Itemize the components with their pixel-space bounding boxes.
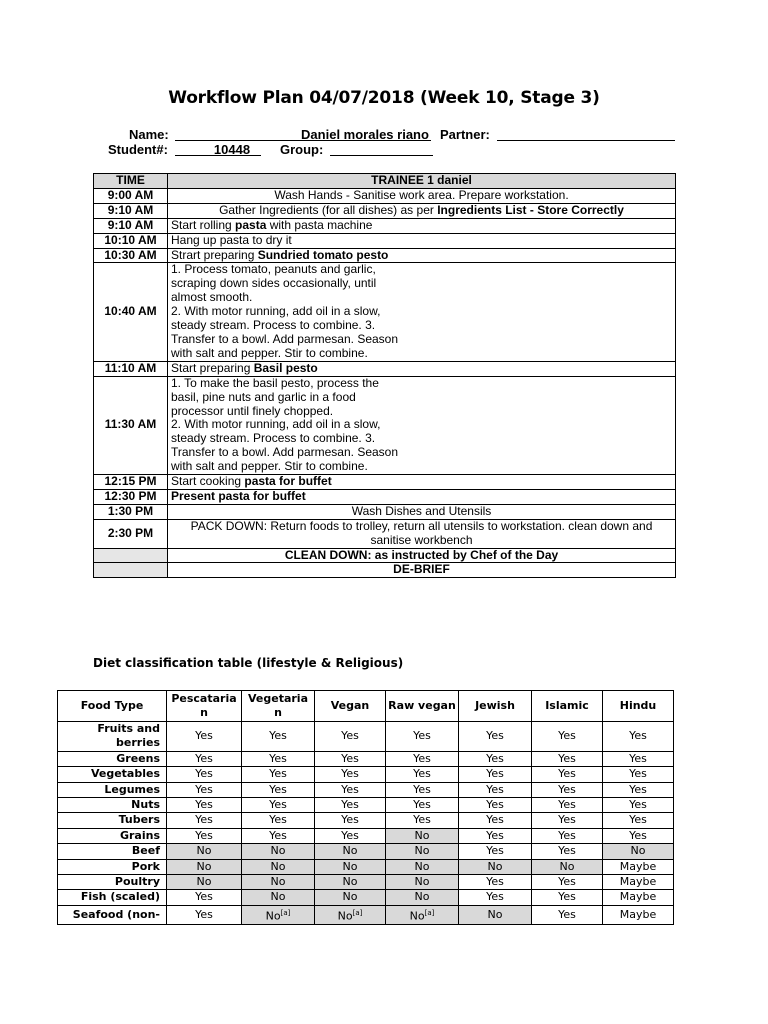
diet-value-cell: No	[386, 844, 459, 859]
diet-row	[58, 844, 674, 859]
diet-value-cell: Yes	[242, 767, 315, 782]
diet-value-cell: No	[459, 859, 532, 874]
diet-column-header: Food Type	[58, 691, 167, 722]
diet-value-cell: Maybe	[603, 859, 674, 874]
diet-column-header: Islamic	[532, 691, 603, 722]
diet-value-cell: Yes	[532, 828, 603, 843]
task-bold-text: DE-BRIEF	[393, 562, 450, 577]
workflow-table	[93, 173, 676, 578]
diet-value-cell: Yes	[603, 767, 674, 782]
diet-value-cell: No	[315, 875, 386, 890]
diet-value-cell: Yes	[315, 767, 386, 782]
food-type-cell: Grains	[58, 828, 167, 843]
diet-row	[58, 782, 674, 797]
workflow-row	[94, 218, 676, 233]
partner-line	[497, 140, 675, 141]
task-cell	[168, 563, 676, 578]
page-title: Workflow Plan 04/07/2018 (Week 10, Stage 3)	[168, 88, 600, 108]
workflow-row	[94, 475, 676, 490]
workflow-row	[94, 548, 676, 563]
diet-value-cell: Yes	[603, 828, 674, 843]
trainee-header: TRAINEE 1 daniel	[168, 174, 676, 189]
diet-value-cell: Yes	[167, 782, 242, 797]
diet-classification-table	[57, 690, 674, 925]
diet-value-cell: Yes	[459, 767, 532, 782]
diet-value-cell: Yes	[167, 798, 242, 813]
student-label: Student#:	[108, 142, 168, 157]
task-text: Wash Hands - Sanitise work area. Prepare workstation.	[274, 187, 569, 202]
time-header: TIME	[94, 174, 168, 189]
diet-value-cell: Yes	[386, 751, 459, 766]
diet-value-cell: Yes	[603, 798, 674, 813]
diet-column-header: Vegan	[315, 691, 386, 722]
diet-value-cell: Yes	[532, 767, 603, 782]
diet-value-cell: Yes	[532, 782, 603, 797]
diet-value-cell: Yes	[459, 813, 532, 828]
task-cell	[168, 489, 676, 504]
diet-value-cell: Yes	[459, 722, 532, 752]
time-cell: 9:10 AM	[94, 218, 168, 233]
name-label: Name:	[129, 127, 169, 142]
diet-value-cell: Yes	[242, 751, 315, 766]
time-cell: 1:30 PM	[94, 504, 168, 519]
task-bold-text: Present pasta for buffet	[171, 488, 306, 503]
task-text: 1. To make the basil pesto, process the basil, pine nuts and garlic in a food processor until finely chopped. 2. With motor running, add oil in a slow, steady stream. Process to combine. 3. Transfer to a bowl. Add parmesan. Season with salt and pepper. Stir to combine.	[171, 375, 399, 474]
time-cell	[94, 548, 168, 563]
diet-value-cell: Yes	[242, 782, 315, 797]
diet-value-cell: Yes	[459, 798, 532, 813]
diet-row	[58, 751, 674, 766]
task-cell	[168, 233, 676, 248]
diet-value-cell: Yes	[167, 751, 242, 766]
group-label: Group:	[280, 142, 324, 157]
diet-value-cell: Yes	[603, 782, 674, 797]
task-text: Wash Dishes and Utensils	[351, 503, 492, 518]
diet-value-cell: Yes	[459, 751, 532, 766]
diet-value-cell: Yes	[315, 798, 386, 813]
diet-value-cell: Yes	[315, 751, 386, 766]
task-cell	[168, 376, 676, 474]
diet-value-cell: No	[242, 859, 315, 874]
diet-value-cell: No	[603, 844, 674, 859]
diet-value-cell: Yes	[242, 798, 315, 813]
diet-column-header: Vegetaria n	[242, 691, 315, 722]
diet-row	[58, 722, 674, 752]
diet-value-cell: Yes	[386, 767, 459, 782]
time-cell: 10:30 AM	[94, 248, 168, 263]
diet-value-cell: No	[315, 859, 386, 874]
diet-row	[58, 905, 674, 924]
diet-row	[58, 813, 674, 828]
diet-value-cell: Yes	[532, 875, 603, 890]
task-bold-text: CLEAN DOWN: as instructed by Chef of the Day	[284, 547, 559, 562]
workflow-row	[94, 188, 676, 203]
time-cell: 11:10 AM	[94, 361, 168, 376]
diet-value-cell: No	[386, 859, 459, 874]
task-text: Start preparing	[171, 360, 254, 375]
time-cell: 11:30 AM	[94, 376, 168, 474]
diet-value-cell: No	[459, 905, 532, 924]
diet-value-cell: Maybe	[603, 905, 674, 924]
student-value: 10448	[213, 142, 251, 157]
food-type-cell: Pork	[58, 859, 167, 874]
task-cell	[168, 218, 676, 233]
diet-header-row	[58, 691, 674, 722]
food-type-cell: Seafood (non-	[58, 905, 167, 924]
food-type-cell: Poultry	[58, 875, 167, 890]
diet-value-cell: Yes	[315, 782, 386, 797]
workflow-row	[94, 519, 676, 548]
diet-value-cell: Yes	[386, 813, 459, 828]
time-cell: 12:15 PM	[94, 475, 168, 490]
diet-value-cell: Yes	[167, 905, 242, 924]
task-cell	[168, 475, 676, 490]
workflow-row	[94, 248, 676, 263]
diet-value-cell: Yes	[386, 782, 459, 797]
task-cell	[168, 188, 676, 203]
diet-value-cell: Yes	[532, 798, 603, 813]
diet-value-cell: Yes	[459, 875, 532, 890]
diet-value-cell: No	[167, 844, 242, 859]
workflow-header-row	[94, 174, 676, 189]
diet-value-cell: Yes	[242, 828, 315, 843]
task-cell	[168, 504, 676, 519]
diet-value-cell: Yes	[167, 722, 242, 752]
diet-value-cell: No[a]	[242, 905, 315, 924]
time-cell: 10:10 AM	[94, 233, 168, 248]
task-bold-text: pasta	[235, 217, 267, 232]
food-type-cell: Vegetables	[58, 767, 167, 782]
diet-value-cell: Yes	[167, 890, 242, 905]
food-type-cell: Beef	[58, 844, 167, 859]
diet-value-cell: No	[386, 828, 459, 843]
task-text: Hang up pasta to dry it	[171, 232, 292, 247]
diet-row	[58, 798, 674, 813]
diet-value-cell: No	[242, 890, 315, 905]
diet-value-cell: No	[242, 875, 315, 890]
diet-value-cell: Yes	[315, 813, 386, 828]
diet-value-cell: Yes	[242, 722, 315, 752]
diet-value-cell: Yes	[603, 722, 674, 752]
task-bold-text: Basil pesto	[253, 360, 318, 375]
workflow-row	[94, 361, 676, 376]
partner-label: Partner:	[440, 127, 490, 142]
footnote-marker: [a]	[352, 908, 363, 917]
task-text: Start cooking	[171, 474, 245, 489]
diet-column-header: Jewish	[459, 691, 532, 722]
name-value: Daniel morales riano	[301, 127, 429, 142]
task-cell	[168, 248, 676, 263]
diet-value-cell: Yes	[167, 813, 242, 828]
diet-value-cell: Yes	[603, 751, 674, 766]
group-line	[330, 155, 433, 156]
diet-value-cell: Yes	[532, 844, 603, 859]
diet-row	[58, 875, 674, 890]
task-cell	[168, 203, 676, 218]
task-cell	[168, 361, 676, 376]
workflow-row	[94, 563, 676, 578]
diet-column-header: Pescataria n	[167, 691, 242, 722]
diet-table-title: Diet classification table (lifestyle & Religious)	[93, 656, 404, 670]
diet-value-cell: Yes	[315, 722, 386, 752]
task-text: PACK DOWN: Return foods to trolley, return all utensils to workstation. clean down and sanitise workbench	[190, 518, 653, 547]
time-cell: 12:30 PM	[94, 489, 168, 504]
diet-value-cell: No[a]	[315, 905, 386, 924]
workflow-row	[94, 376, 676, 474]
diet-row	[58, 859, 674, 874]
diet-value-cell: Yes	[532, 722, 603, 752]
diet-value-cell: Yes	[532, 905, 603, 924]
diet-value-cell: Yes	[167, 828, 242, 843]
workflow-row	[94, 489, 676, 504]
task-text: with pasta machine	[266, 217, 373, 232]
diet-value-cell: Yes	[459, 828, 532, 843]
time-cell: 9:00 AM	[94, 188, 168, 203]
diet-value-cell: No[a]	[386, 905, 459, 924]
time-cell: 9:10 AM	[94, 203, 168, 218]
diet-value-cell: No	[167, 875, 242, 890]
diet-value-cell: No	[386, 875, 459, 890]
diet-value-cell: Maybe	[603, 875, 674, 890]
food-type-cell: Fruits and berries	[58, 722, 167, 752]
time-cell: 2:30 PM	[94, 519, 168, 548]
diet-value-cell: Yes	[459, 782, 532, 797]
task-bold-text: Ingredients List - Store Correctly	[437, 202, 624, 217]
diet-value-cell: No	[315, 890, 386, 905]
task-text: Start rolling	[171, 217, 236, 232]
food-type-cell: Nuts	[58, 798, 167, 813]
task-text: 1. Process tomato, peanuts and garlic, scraping down sides occasionally, until almost smooth. 2. With motor running, add oil in a slow, steady stream. Process to combine. 3. Transfer to a bowl. Add parmesan. Season with salt and pepper. Stir to combine.	[171, 262, 399, 360]
task-cell	[168, 263, 676, 361]
diet-value-cell: No	[315, 844, 386, 859]
task-bold-text: Sundried tomato pesto	[257, 247, 389, 262]
footnote-marker: [a]	[280, 908, 291, 917]
workflow-row	[94, 203, 676, 218]
diet-value-cell: Yes	[315, 828, 386, 843]
diet-value-cell: Yes	[459, 844, 532, 859]
workflow-row	[94, 233, 676, 248]
diet-value-cell: No	[242, 844, 315, 859]
diet-value-cell: Yes	[167, 767, 242, 782]
diet-value-cell: No	[386, 890, 459, 905]
diet-value-cell: Maybe	[603, 890, 674, 905]
time-cell: 10:40 AM	[94, 263, 168, 361]
time-cell	[94, 563, 168, 578]
task-cell	[168, 548, 676, 563]
task-text: Gather Ingredients (for all dishes) as per	[219, 202, 438, 217]
diet-value-cell: Yes	[386, 722, 459, 752]
footnote-marker: [a]	[424, 908, 435, 917]
task-text: Strart preparing	[171, 247, 258, 262]
workflow-row	[94, 504, 676, 519]
diet-value-cell: Yes	[532, 813, 603, 828]
task-bold-text: pasta for buffet	[244, 474, 332, 489]
diet-value-cell: Yes	[459, 890, 532, 905]
diet-value-cell: No	[167, 859, 242, 874]
diet-value-cell: Yes	[386, 798, 459, 813]
diet-row	[58, 828, 674, 843]
diet-value-cell: Yes	[532, 890, 603, 905]
diet-value-cell: Yes	[242, 813, 315, 828]
task-cell	[168, 519, 676, 548]
food-type-cell: Legumes	[58, 782, 167, 797]
food-type-cell: Tubers	[58, 813, 167, 828]
diet-value-cell: No	[532, 859, 603, 874]
food-type-cell: Fish (scaled)	[58, 890, 167, 905]
workflow-row	[94, 263, 676, 361]
diet-column-header: Hindu	[603, 691, 674, 722]
diet-row	[58, 767, 674, 782]
food-type-cell: Greens	[58, 751, 167, 766]
diet-column-header: Raw vegan	[386, 691, 459, 722]
diet-row	[58, 890, 674, 905]
diet-value-cell: Yes	[603, 813, 674, 828]
diet-value-cell: Yes	[532, 751, 603, 766]
